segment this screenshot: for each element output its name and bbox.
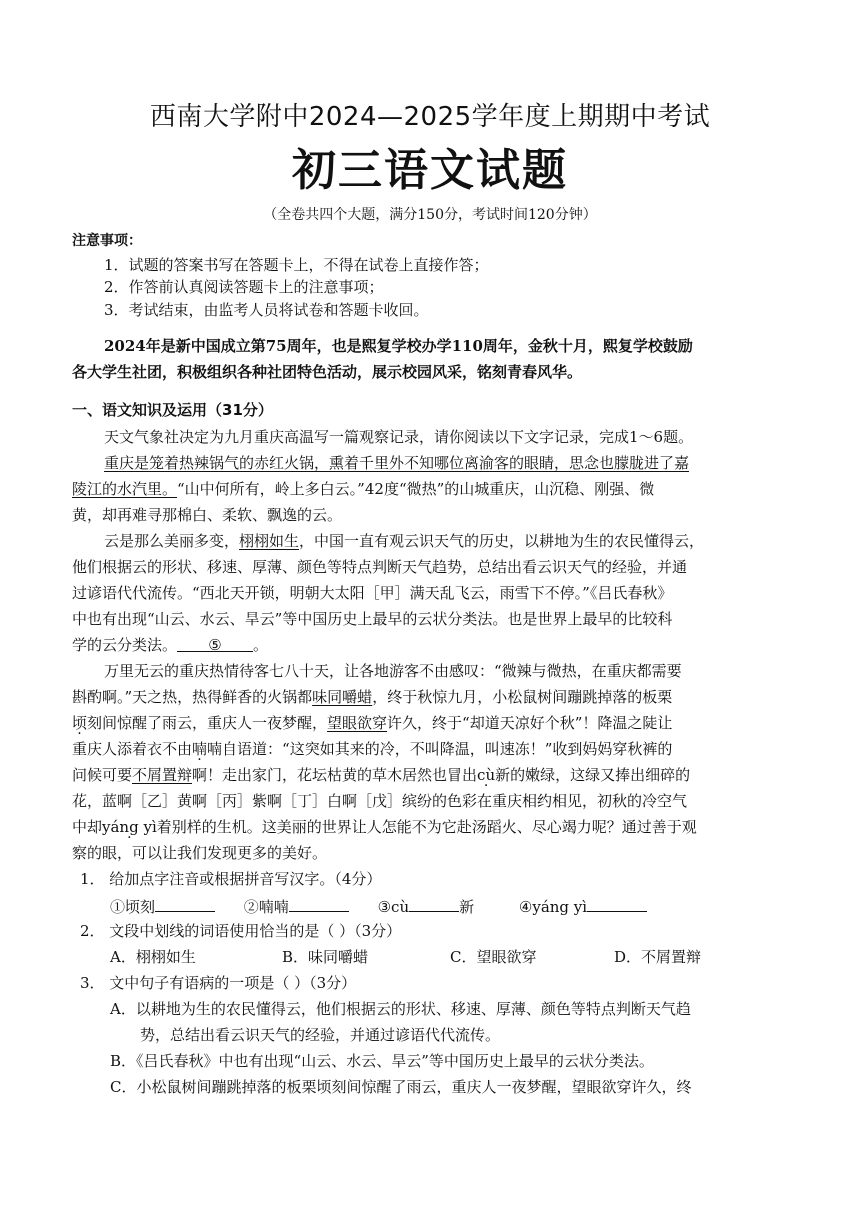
para3-line3-b: 许久，终于“却道天凉好个秋”！降温之陡让 bbox=[387, 714, 673, 732]
para3-line5-a: 问候可要 bbox=[72, 766, 133, 784]
para3-line2 bbox=[72, 687, 672, 707]
underlined-word-1: 栩栩如生 bbox=[239, 532, 300, 550]
para3-line5 bbox=[72, 765, 690, 785]
note-item-1: 1．试题的答案书写在答题卡上，不得在试卷上直接作答； bbox=[104, 256, 489, 274]
question-1-options bbox=[110, 895, 647, 917]
q3-option-a-line2: 势，总结出看云识天气的经验，并通过谚语代代流传。 bbox=[140, 1026, 501, 1044]
para2-line5 bbox=[72, 635, 268, 655]
q2-option-d[interactable]: D．不屑置辩 bbox=[614, 948, 702, 966]
dotted-char-qing: 顷 bbox=[72, 714, 88, 732]
para3-line3 bbox=[72, 713, 672, 733]
exam-title: 初三语文试题 bbox=[292, 145, 568, 196]
dotted-char-nan: 喃 bbox=[192, 740, 208, 758]
underlined-word-4: 不屑置辩 bbox=[132, 766, 193, 784]
para1-line3: 黄，却再难寻那棉白、柔软、飘逸的云。 bbox=[72, 506, 343, 524]
para3-line6: 花，蓝啊［乙］黄啊［丙］紫啊［丁］白啊［戊］缤纷的色彩在重庆相约相见，初秋的冷空气 bbox=[72, 792, 688, 810]
note-item-2: 2．作答前认真阅读答题卡上的注意事项； bbox=[104, 278, 384, 296]
para2-line3: 过谚语代代流传。“西北天开锁，明朝大太阳［甲］满天乱飞云，雨雪下不停。”《吕氏春秋》 bbox=[72, 584, 673, 602]
question-1-stem: 1． 给加点字注音或根据拼音写汉字。（4分） bbox=[80, 870, 382, 888]
question-3-stem: 3． 文中句子有语病的一项是（ ）（3分） bbox=[80, 974, 357, 992]
underlined-sentence: 重庆是笼着热辣锅气的赤红火锅，熏着千里外不知哪位离渝客的眼睛，思念也朦胧进了嘉 bbox=[104, 454, 690, 472]
note-item-3: 3．考试结束，由监考人员将试卷和答题卡收回。 bbox=[104, 301, 429, 319]
q1-opt-4: ④yáng yì bbox=[518, 898, 588, 916]
q1-blank-3[interactable] bbox=[409, 895, 459, 912]
para2-line2: 他们根据云的形状、移速、厚薄、颜色等特点判断天气趋势，总结出看云识天气的经验，并通 bbox=[72, 558, 688, 576]
q1-blank-1[interactable] bbox=[155, 895, 215, 912]
q3-option-b[interactable]: B．《吕氏春秋》中也有出现“山云、水云、旱云”等中国历史上最早的云状分类法。 bbox=[110, 1052, 654, 1070]
exam-info: （全卷共四个大题，满分150分，考试时间120分钟） bbox=[263, 207, 597, 223]
underlined-word-3: 望眼欲穿 bbox=[327, 714, 388, 732]
q3-option-c-line1[interactable]: C．小松鼠树间蹦跳掉落的板栗顷刻间惊醒了雨云，重庆人一夜梦醒，望眼欲穿许久，终 bbox=[110, 1078, 692, 1096]
para2-line1 bbox=[104, 531, 704, 551]
para3-line4 bbox=[72, 739, 672, 759]
para1-line2 bbox=[72, 479, 654, 499]
para2-line1-a: 云是那么美丽多变， bbox=[104, 532, 240, 550]
para3-line2-a: 斟酌啊。”天之热，热得鲜香的火锅都 bbox=[72, 688, 313, 706]
section-heading: 一、语文知识及运用（31分） bbox=[72, 401, 273, 419]
q2-option-c[interactable]: C．望眼欲穿 bbox=[450, 948, 537, 966]
q1-blank-4[interactable] bbox=[587, 895, 647, 912]
para3-line2-b: ，终于秋惊九月，小松鼠树间蹦跳掉落的板栗 bbox=[372, 688, 673, 706]
para2-line4: 中也有出现“山云、水云、旱云”等中国历史上最早的云状分类法。也是世界上最早的比较科 bbox=[72, 610, 673, 628]
question-2-stem: 2． 文段中划线的词语使用恰当的是（ ）（3分） bbox=[80, 922, 402, 940]
intro-line-2: 各大学生社团，积极组织各种社团特色活动，展示校园风采，铭刻青春风华。 bbox=[72, 363, 583, 381]
para1-line1 bbox=[104, 453, 689, 473]
q2-option-b[interactable]: B．味同嚼蜡 bbox=[282, 948, 369, 966]
para1-line2-text: “山中何所有，岭上多白云。”42度“微热”的山城重庆，山沉稳、刚强、微 bbox=[177, 480, 655, 498]
underlined-sentence-end: 陵江的水汽里。 bbox=[72, 480, 178, 498]
notes-heading: 注意事项： bbox=[72, 233, 142, 249]
para3-line8: 察的眼，可以让我们发现更多的美好。 bbox=[72, 844, 328, 862]
q2-option-a[interactable]: A．栩栩如生 bbox=[110, 948, 196, 966]
para2-line1-b: ，中国一直有观云识天气的历史，以耕地为生的农民懂得云， bbox=[299, 532, 705, 550]
para3-line3-a: 刻间惊醒了雨云，重庆人一夜梦醒， bbox=[87, 714, 328, 732]
para3-line1: 万里无云的重庆热情待客七八十天，让各地游客不由感叹：“微辣与微热，在重庆都需要 bbox=[104, 662, 682, 680]
q1-opt-3: ③cù bbox=[377, 898, 410, 916]
q1-opt-2: ②喃喃 bbox=[243, 898, 289, 916]
blank-5: ⑤ bbox=[177, 635, 253, 652]
underlined-word-2: 味同嚼蜡 bbox=[312, 688, 373, 706]
para3-line5-c: 新的嫩绿，这绿又捧出细碎的 bbox=[495, 766, 691, 784]
para3-line7 bbox=[72, 817, 697, 837]
para3-line7-a: 中却 bbox=[72, 818, 103, 836]
para2-line5-a: 学的云分类法。 bbox=[72, 636, 178, 654]
pinyin-yangyi: yáng yì · bbox=[102, 818, 157, 836]
q1-blank-2[interactable] bbox=[289, 895, 349, 912]
para3-line4-b: 喃自语道：“这突如其来的冷，不叫降温，叫速冻！”收到妈妈穿秋裤的 bbox=[207, 740, 673, 758]
intro-line-1: 2024年是新中国成立第75周年，也是熙复学校办学110周年，金秋十月，熙复学校鼓励 bbox=[104, 337, 693, 355]
section-lead: 天文气象社决定为九月重庆高温写一篇观察记录，请你阅读以下文字记录，完成1～6题。 bbox=[104, 428, 694, 446]
q1-opt-3-suffix: 新 bbox=[459, 898, 475, 916]
para3-line4-a: 重庆人添着衣不由 bbox=[72, 740, 193, 758]
para3-line5-b: 啊！走出家门，花坛枯黄的草木居然也冒出 bbox=[192, 766, 478, 784]
q1-opt-1: ①顷刻 bbox=[110, 898, 156, 916]
para3-line7-b: 着别样的生机。这美丽的世界让人怎能不为它赴汤蹈火、尽心竭力呢？通过善于观 bbox=[156, 818, 697, 836]
pinyin-cu: cù · bbox=[477, 766, 495, 784]
q3-option-a-line1[interactable]: A．以耕地为生的农民懂得云，他们根据云的形状、移速、厚薄、颜色等特点判断天气趋 bbox=[110, 1000, 691, 1018]
para2-line5-b: 。 bbox=[253, 636, 269, 654]
school-title: 西南大学附中2024—2025学年度上期期中考试 bbox=[149, 102, 711, 132]
